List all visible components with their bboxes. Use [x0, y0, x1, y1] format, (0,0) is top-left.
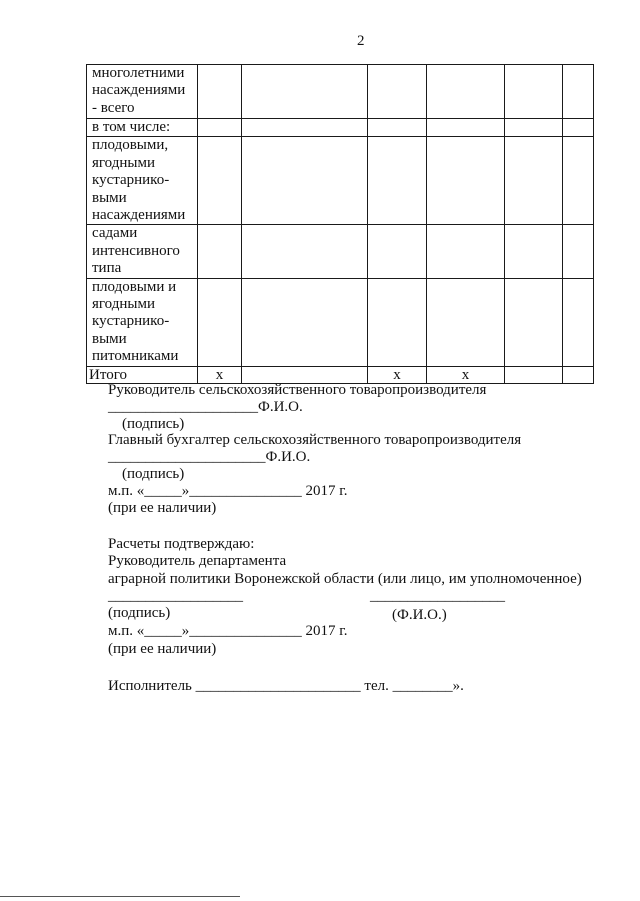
producer-head-title: Руководитель сельскохозяйственного товаропроизводителя	[108, 382, 487, 398]
department-head-title: Руководитель департамента	[108, 553, 287, 569]
row-label-line: ягодными	[92, 296, 156, 313]
table-cell	[505, 366, 563, 383]
table-cell	[242, 119, 368, 137]
row-label-line: многолетними	[92, 65, 185, 81]
row-label-line: кустарнико-	[92, 172, 170, 189]
table-cell	[198, 65, 242, 119]
chief-accountant-title: Главный бухгалтер сельскохозяйственного товаропроизводителя	[108, 432, 522, 448]
confirmation-stamp-date-line: м.п. «_____»_______________ 2017 г.	[108, 623, 348, 639]
table-cell	[505, 119, 563, 137]
confirmation-signature-caption: (подпись)	[108, 605, 171, 621]
row-label	[87, 225, 198, 278]
table-cell	[368, 278, 427, 366]
table-cell	[563, 119, 594, 137]
scan-edge-line	[0, 896, 240, 897]
row-label-line: садами	[92, 225, 138, 242]
producer-stamp-date-line: м.п. «_____»_______________ 2017 г.	[108, 483, 348, 499]
producer-head-signature-caption: (подпись)	[122, 416, 185, 432]
row-label	[87, 278, 198, 366]
chief-accountant-signature-caption: (подпись)	[122, 466, 185, 482]
table-cell	[563, 137, 594, 225]
row-label-line: в том числе:	[92, 119, 171, 135]
plantings-table	[86, 64, 594, 384]
row-label	[87, 137, 198, 225]
table-cell	[242, 137, 368, 225]
table-cell	[368, 65, 427, 119]
row-label-line: выми	[92, 330, 127, 347]
row-label	[87, 366, 198, 383]
table-cell	[242, 65, 368, 119]
table-cell	[563, 225, 594, 278]
table-cell	[505, 278, 563, 366]
row-label-line: интенсивного	[92, 242, 180, 259]
table-cell	[563, 278, 594, 366]
confirmation-stamp-note: (при ее наличии)	[108, 641, 217, 657]
producer-head-signature-line: ____________________Ф.И.О.	[108, 399, 303, 415]
page-number: 2	[357, 33, 365, 49]
row-label-line: питомниками	[92, 348, 179, 365]
confirmation-heading: Расчеты подтверждаю:	[108, 536, 255, 552]
table-row	[87, 137, 594, 225]
table-cell	[427, 278, 505, 366]
table-cell	[505, 225, 563, 278]
table-row	[87, 119, 594, 137]
row-label	[87, 119, 198, 137]
table-cell	[198, 137, 242, 225]
table-row	[87, 278, 594, 366]
table-cell: х	[368, 366, 427, 383]
table-cell	[427, 137, 505, 225]
row-label-line: кустарнико-	[92, 313, 170, 330]
table-cell	[198, 119, 242, 137]
producer-stamp-note: (при ее наличии)	[108, 500, 217, 516]
row-label-line: выми	[92, 189, 127, 206]
table-cell: х	[198, 366, 242, 383]
row-label	[87, 65, 198, 119]
confirmation-name-blank: __________________	[370, 588, 505, 604]
row-label-line: насаждениями	[92, 207, 186, 224]
department-name-line: аграрной политики Воронежской области (или лицо, им уполномоченное)	[108, 571, 582, 587]
table-cell	[198, 278, 242, 366]
table-cell	[505, 65, 563, 119]
table-row	[87, 65, 594, 119]
confirmation-signature-blank: __________________	[108, 588, 243, 604]
chief-accountant-signature-line: _____________________Ф.И.О.	[108, 449, 311, 465]
table-cell	[427, 119, 505, 137]
executor-line: Исполнитель ______________________ тел. ________».	[108, 678, 464, 694]
table-cell	[368, 137, 427, 225]
table-cell	[368, 119, 427, 137]
table-cell	[505, 137, 563, 225]
table-cell	[427, 65, 505, 119]
row-label-line: плодовыми,	[92, 137, 169, 154]
table-cell	[563, 65, 594, 119]
table-cell	[427, 225, 505, 278]
table-cell	[198, 225, 242, 278]
total-label: Итого	[89, 366, 127, 383]
row-label-line: - всего	[92, 99, 135, 116]
table-cell: х	[427, 366, 505, 383]
row-label-line: ягодными	[92, 154, 156, 171]
table-row	[87, 225, 594, 278]
row-label-line: плодовыми и	[92, 278, 177, 295]
table-cell	[242, 278, 368, 366]
confirmation-name-caption: (Ф.И.О.)	[392, 607, 447, 623]
table-cell	[242, 366, 368, 383]
table-cell	[368, 225, 427, 278]
row-label-line: насаждениями	[92, 82, 186, 99]
table-total-row	[87, 366, 594, 383]
row-label-line: типа	[92, 260, 122, 277]
table-cell	[563, 366, 594, 383]
table-cell	[242, 225, 368, 278]
